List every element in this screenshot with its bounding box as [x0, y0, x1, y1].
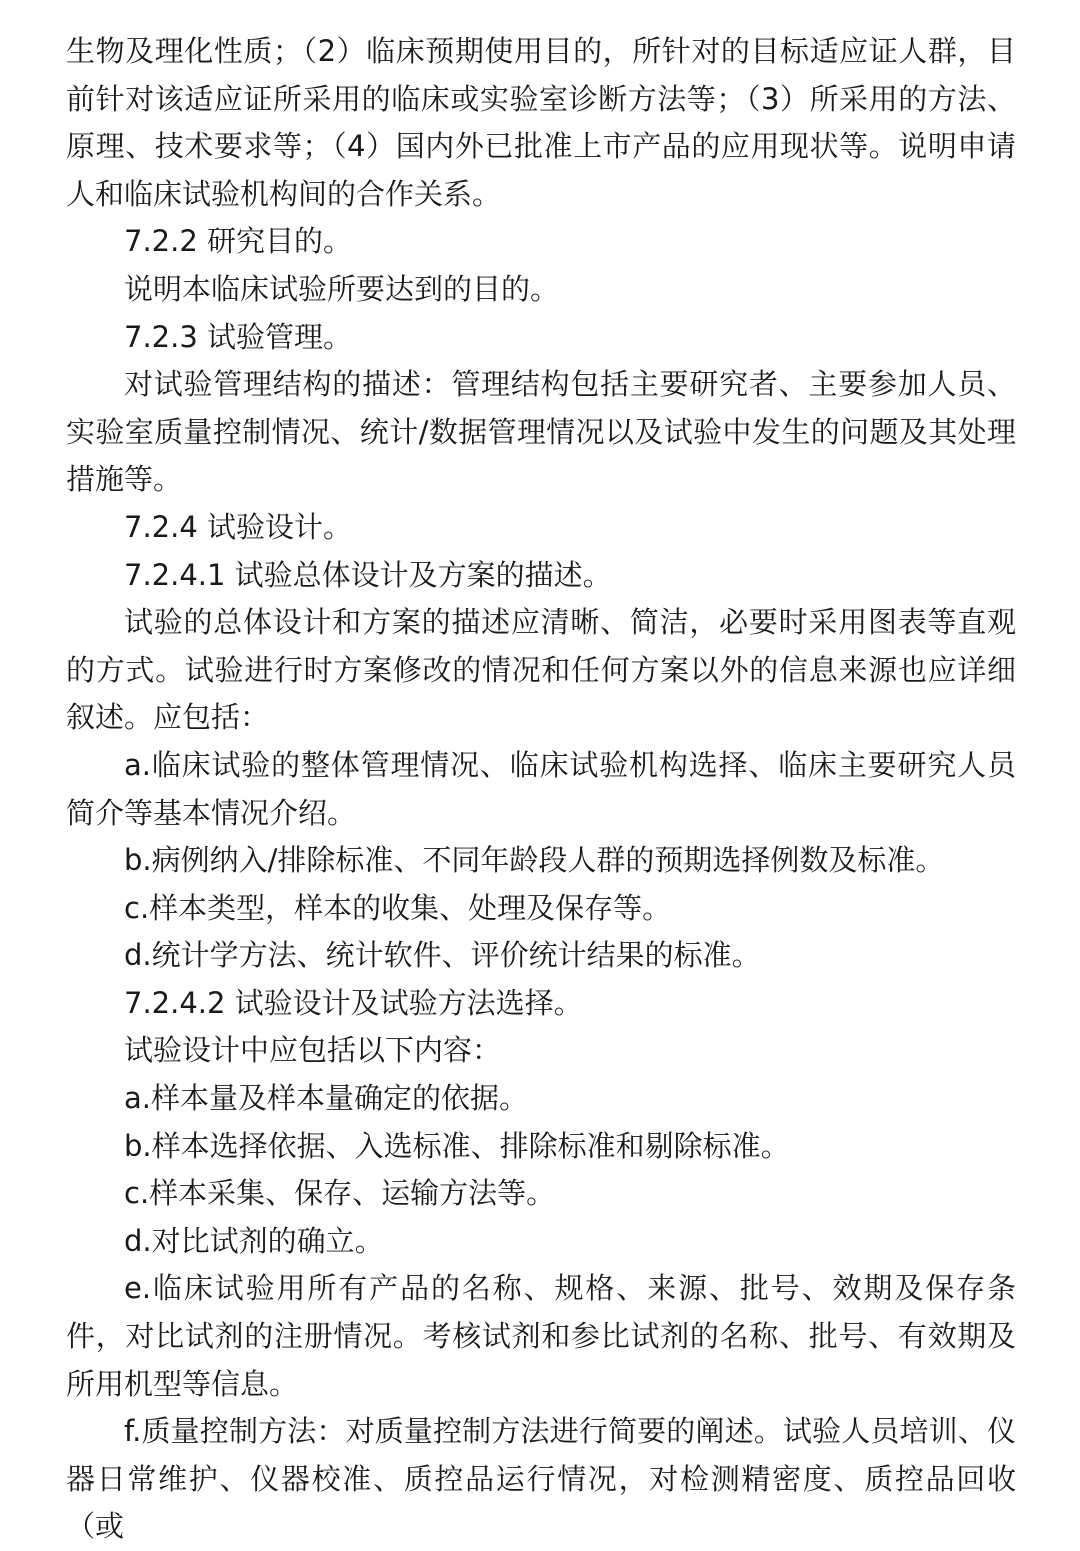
section-heading: 7.2.4 试验设计。 [124, 509, 353, 544]
list-item: f.质量控制方法：对质量控制方法进行简要的阐述。试验人员培训、仪器日常维护、仪器校准、质控品运行情况，对检测精密度、质控品回收（或 [66, 1414, 1016, 1544]
paragraph: 试验设计中应包括以下内容： [124, 1033, 502, 1068]
paragraph: 说明本临床试验所要达到的目的。 [124, 271, 560, 306]
list-item: d.对比试剂的确立。 [124, 1223, 384, 1258]
section-heading: 7.2.3 试验管理。 [124, 319, 353, 354]
list-item: a.样本量及样本量确定的依据。 [124, 1081, 528, 1116]
list-item: e.临床试验用所有产品的名称、规格、来源、批号、效期及保存条件，对比试剂的注册情况。考核试剂和参比试剂的名称、批号、有效期及所用机型等信息。 [66, 1271, 1016, 1401]
paragraph: 生物及理化性质；（2）临床预期使用目的，所针对的目标适应证人群，目前针对该适应证所采用的临床或实验室诊断方法等；（3）所采用的方法、原理、技术要求等；（4）国内外已批准上市产品的应用现状等。说明申请人和临床试验机构间的合作关系。 [66, 34, 1016, 211]
list-item: c.样本采集、保存、运输方法等。 [124, 1176, 556, 1211]
list-item: b.病例纳入/排除标准、不同年龄段人群的预期选择例数及标准。 [124, 843, 945, 878]
section-heading: 7.2.2 研究目的。 [124, 224, 353, 259]
list-item: c.样本类型，样本的收集、处理及保存等。 [124, 890, 672, 925]
paragraph: 对试验管理结构的描述：管理结构包括主要研究者、主要参加人员、实验室质量控制情况、统计/数据管理情况以及试验中发生的问题及其处理措施等。 [66, 367, 1016, 497]
list-item: a.临床试验的整体管理情况、临床试验机构选择、临床主要研究人员简介等基本情况介绍。 [66, 747, 1016, 830]
document-body [66, 28, 1016, 1551]
section-heading: 7.2.4.2 试验设计及试验方法选择。 [124, 985, 583, 1020]
list-item: d.统计学方法、统计软件、评价统计结果的标准。 [124, 938, 761, 973]
section-heading: 7.2.4.1 试验总体设计及方案的描述。 [124, 557, 612, 592]
list-item: b.样本选择依据、入选标准、排除标准和剔除标准。 [124, 1128, 790, 1163]
paragraph: 试验的总体设计和方案的描述应清晰、简洁，必要时采用图表等直观的方式。试验进行时方案修改的情况和任何方案以外的信息来源也应详细叙述。应包括： [66, 605, 1016, 735]
